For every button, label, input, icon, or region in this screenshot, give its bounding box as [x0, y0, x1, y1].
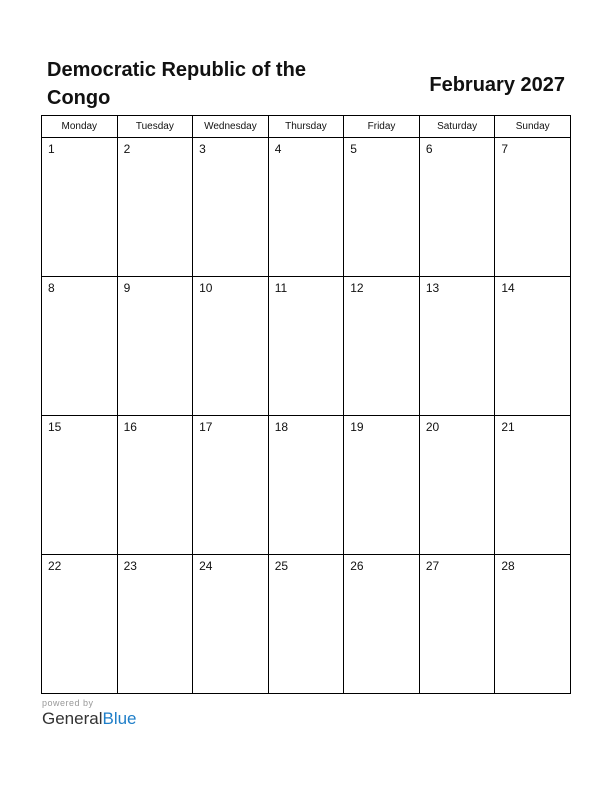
day-cell [42, 416, 118, 555]
day-cell [42, 555, 118, 694]
day-number: 22 [48, 559, 62, 573]
day-number: 3 [199, 142, 206, 156]
brand-general-text: General [42, 709, 103, 728]
weekday-header-row [42, 116, 571, 138]
day-number: 26 [350, 559, 364, 573]
day-number: 27 [425, 559, 440, 573]
brand-blue-text: Blue [102, 709, 137, 728]
day-cell [42, 277, 118, 416]
day-cell [193, 138, 269, 277]
weekday-tuesday: Tuesday [117, 116, 193, 138]
day-number: 28 [501, 559, 515, 573]
day-cell [419, 277, 495, 416]
day-number: 13 [425, 281, 440, 295]
generalblue-logo[interactable] [42, 709, 137, 729]
week-row [42, 416, 571, 555]
day-cell [193, 277, 269, 416]
day-number: 1 [48, 142, 55, 156]
footer-branding [42, 698, 137, 729]
day-cell [344, 416, 420, 555]
month-year-title: February 2027 [429, 74, 565, 96]
day-number: 6 [425, 142, 433, 156]
day-cell [268, 138, 344, 277]
day-number: 10 [199, 281, 213, 295]
week-row [42, 277, 571, 416]
day-number: 4 [274, 142, 282, 156]
day-cell [419, 416, 495, 555]
day-number: 2 [123, 142, 131, 156]
weekday-friday: Friday [344, 116, 420, 138]
day-cell [419, 138, 495, 277]
day-cell [268, 555, 344, 694]
day-cell [344, 555, 420, 694]
day-cell [42, 138, 118, 277]
day-cell [268, 277, 344, 416]
day-cell [344, 277, 420, 416]
day-number: 12 [350, 281, 364, 295]
day-cell [117, 138, 193, 277]
day-number: 8 [48, 281, 55, 295]
weekday-sunday: Sunday [495, 116, 571, 138]
day-number: 17 [199, 420, 213, 434]
day-number: 16 [123, 420, 137, 434]
day-cell [495, 555, 571, 694]
day-cell [495, 416, 571, 555]
country-title: Democratic Republic of the Congo [47, 59, 306, 109]
day-number: 25 [274, 559, 289, 573]
day-cell [344, 138, 420, 277]
day-number: 11 [274, 281, 288, 295]
day-number: 9 [123, 281, 131, 295]
week-row [42, 555, 571, 694]
powered-by-label: powered by [42, 698, 94, 708]
week-row [42, 138, 571, 277]
calendar-grid [41, 115, 571, 694]
day-cell [193, 416, 269, 555]
day-number: 15 [48, 420, 62, 434]
day-cell [193, 555, 269, 694]
day-cell [117, 416, 193, 555]
day-number: 7 [501, 142, 509, 156]
weekday-monday: Monday [42, 116, 118, 138]
day-number: 21 [501, 420, 515, 434]
day-cell [495, 277, 571, 416]
day-cell [117, 277, 193, 416]
day-number: 19 [350, 420, 364, 434]
weekday-wednesday: Wednesday [193, 116, 269, 138]
day-cell [495, 138, 571, 277]
day-number: 14 [501, 281, 515, 295]
day-number: 18 [274, 420, 289, 434]
weekday-saturday: Saturday [419, 116, 495, 138]
day-number: 5 [350, 142, 357, 156]
day-number: 20 [425, 420, 440, 434]
weekday-thursday: Thursday [268, 116, 344, 138]
day-number: 23 [123, 559, 137, 573]
day-cell [419, 555, 495, 694]
day-number: 24 [199, 559, 213, 573]
day-cell [117, 555, 193, 694]
day-cell [268, 416, 344, 555]
